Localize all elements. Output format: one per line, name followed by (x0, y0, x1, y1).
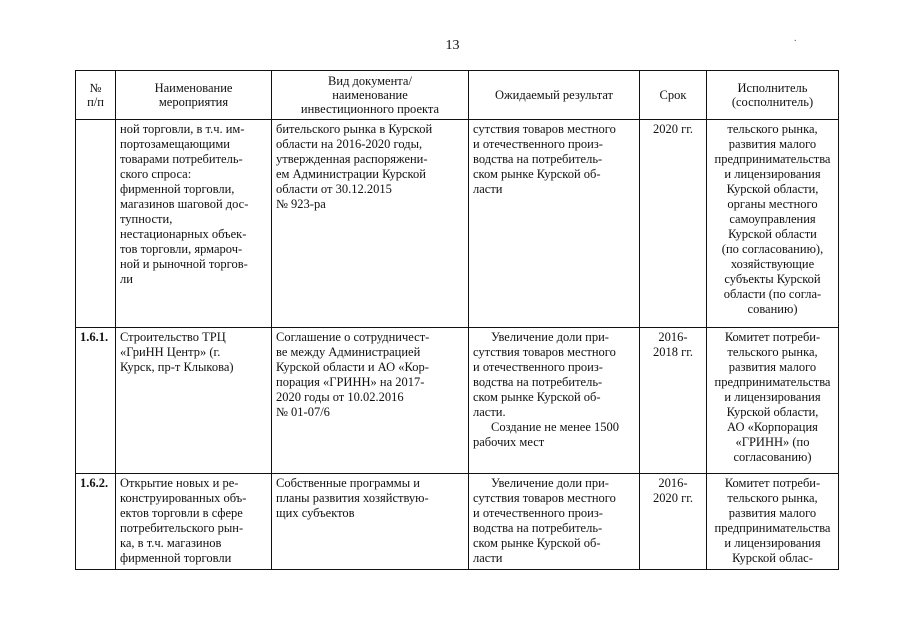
row-measure-name: Открытие новых и ре- конструированных объ- ектов торговли в сфере потребительского рын- ка, в т.ч. магазинов фирменной торговли (116, 474, 272, 570)
row-result-text-secondary: Создание не менее 1500 рабочих мест (473, 420, 619, 449)
row-term: 2016- 2018 гг. (640, 328, 707, 474)
measures-table (75, 70, 839, 570)
row-number: 1.6.1. (76, 328, 116, 474)
header-number: № п/п (76, 71, 116, 120)
header-document-type: Вид документа/ наименование инвестиционного проекта (272, 71, 469, 120)
header-term: Срок (640, 71, 707, 120)
row-executor: Комитет потреби- тельского рынка, развития малого предпринимательства и лицензирования Курской облас- (707, 474, 839, 570)
row-result-text: сутствия товаров местного и отечественного произ- водства на потребитель- ском рынке Курской об- ласти (473, 122, 616, 196)
table-row (76, 120, 839, 328)
row-result (469, 120, 640, 328)
row-term: 2016- 2020 гг. (640, 474, 707, 570)
row-result (469, 474, 640, 570)
corner-mark: . (794, 33, 797, 44)
row-term: 2020 гг. (640, 120, 707, 328)
row-document: Собственные программы и планы развития хозяйствую- щих субъектов (272, 474, 469, 570)
row-number (76, 120, 116, 328)
header-measure-name: Наименование мероприятия (116, 71, 272, 120)
table-row (76, 474, 839, 570)
row-document: Соглашение о сотрудничест- ве между Администрацией Курской области и АО «Кор- порация «ГРИНН» на 2017- 2020 годы от 10.02.2016 № 01-07/6 (272, 328, 469, 474)
table-header-row (76, 71, 839, 120)
row-executor: Комитет потреби- тельского рынка, развития малого предпринимательства и лицензирования Курской области, АО «Корпорация «ГРИНН» (по согласованию) (707, 328, 839, 474)
header-expected-result: Ожидаемый результат (469, 71, 640, 120)
row-executor: тельского рынка, развития малого предпринимательства и лицензирования Курской области, органы местного самоуправления Курской области (по согласованию), хозяйствующие субъекты Курской области (по согла- сованию) (707, 120, 839, 328)
page-number: 13 (445, 38, 460, 53)
row-document: бительского рынка в Курской области на 2016-2020 годы, утвержденная распоряжени- ем Администрации Курской области от 30.12.2015 № 923-ра (272, 120, 469, 328)
row-result-text: Увеличение доли при- сутствия товаров местного и отечественного произ- водства на потребитель- ском рынке Курской об- ласти (473, 476, 616, 565)
row-number: 1.6.2. (76, 474, 116, 570)
row-result (469, 328, 640, 474)
row-result-text: Увеличение доли при- сутствия товаров местного и отечественного произ- водства на потребитель- ском рынке Курской об- ласти. (473, 330, 616, 419)
row-measure-name: ной торговли, в т.ч. им- портозамещающими товарами потребитель- ского спроса: фирменной торговли, магазинов шаговой дос- тупности, нестационарных объек- тов торговли, ярмароч- ной и рыночной торгов- ли (116, 120, 272, 328)
row-measure-name: Строительство ТРЦ «ГриНН Центр» (г. Курск, пр-т Клыкова) (116, 328, 272, 474)
table-row (76, 328, 839, 474)
header-executor: Исполнитель (сосполнитель) (707, 71, 839, 120)
